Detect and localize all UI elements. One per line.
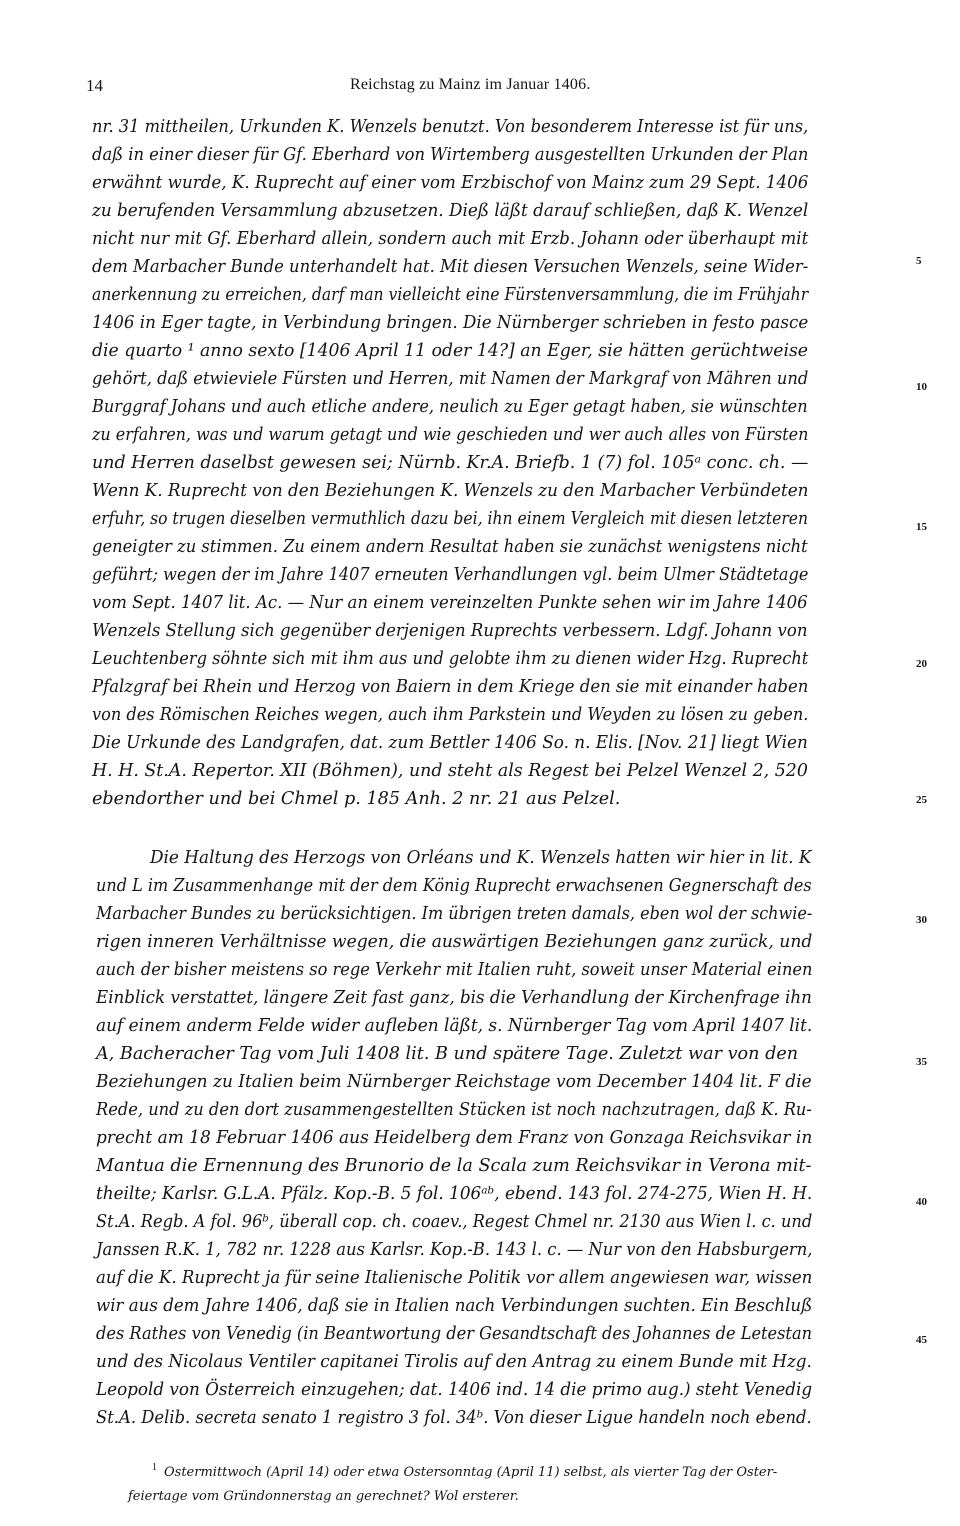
text-line: und Herren daselbst gewesen sei; Nürnb. Kr.A. Briefb. 1 (7) fol. 105ᵃ conc. ch. — — [92, 453, 809, 473]
line-number: 25 — [916, 794, 927, 806]
text-line: Pfalzgraf bei Rhein und Herzog von Baiern in dem Kriege den sie mit einander haben — [92, 677, 809, 697]
running-title: Reichstag zu Mainz im Januar 1406. — [350, 76, 591, 93]
footnote-mark: 1 — [152, 1462, 157, 1473]
text-line: ebendorther und bei Chmel p. 185 Anh. 2 nr. 21 aus Pelzel. — [92, 789, 621, 809]
text-line: erfuhr, so trugen dieselben vermuthlich dazu bei, ihn einem Vergleich mit diesen letzteren — [92, 509, 809, 529]
text-line: des Rathes von Venedig (in Beantwortung der Gesandtschaft des Johannes de Letestan — [96, 1324, 813, 1344]
text-line: gehört, daß etwieviele Fürsten und Herren, mit Namen der Markgraf von Mähren und — [92, 369, 809, 389]
text-line: nr. 31 mittheilen, Urkunden K. Wenzels benutzt. Von besonderem Interesse ist für uns, — [92, 117, 809, 137]
text-line: vom Sept. 1407 lit. Ac. — Nur an einem vereinzelten Punkte sehen wir im Jahre 1406 — [92, 593, 808, 613]
text-line: anerkennung zu erreichen, darf man vielleicht eine Fürstenversammlung, die im Frühjahr — [92, 285, 809, 305]
text-line: H. H. St.A. Repertor. XII (Böhmen), und steht als Regest bei Pelzel Wenzel 2, 520 — [92, 761, 808, 781]
text-line: dem Marbacher Bunde unterhandelt hat. Mit diesen Versuchen Wenzels, seine Wider- — [92, 257, 809, 277]
text-line: daß in einer dieser für Gf. Eberhard von Wirtemberg ausgestellten Urkunden der Plan — [92, 145, 809, 165]
text-line: Wenn K. Ruprecht von den Beziehungen K. Wenzels zu den Marbacher Verbündeten — [92, 481, 809, 501]
line-number: 30 — [916, 914, 927, 926]
text-line: Beziehungen zu Italien beim Nürnberger Reichstage vom December 1404 lit. F die — [96, 1072, 812, 1092]
text-line: Burggraf Johans und auch etliche andere, neulich zu Eger getagt haben, sie wünschten — [92, 397, 808, 417]
text-line: zu berufenden Versammlung abzusetzen. Dieß läßt darauf schließen, daß K. Wenzel — [92, 201, 809, 221]
text-line: auf die K. Ruprecht ja für seine Italienische Politik vor allem angewiesen war, wissen — [96, 1268, 813, 1288]
text-line: theilte; Karlsr. G.L.A. Pfälz. Kop.-B. 5 fol. 106ᵃᵇ, ebend. 143 fol. 274-275, Wien H. H. — [96, 1184, 813, 1204]
text-line: 1406 in Eger tagte, in Verbindung bringen. Die Nürnberger schrieben in festo pasce — [92, 313, 809, 333]
text-line: rigen inneren Verhältnisse wegen, die auswärtigen Beziehungen ganz zurück, und — [96, 932, 813, 952]
text-line: Janssen R.K. 1, 782 nr. 1228 aus Karlsr. Kop.-B. 143 l. c. — Nur von den Habsburgern, — [96, 1240, 813, 1260]
text-line: A, Bacheracher Tag vom Juli 1408 lit. B und spätere Tage. Zuletzt war von den — [96, 1044, 799, 1064]
footnote-line: Ostermittwoch (April 14) oder etwa Ostersonntag (April 11) selbst, als vierter Tag der Oster- — [164, 1465, 778, 1480]
line-number: 5 — [916, 255, 922, 267]
text-line: St.A. Delib. secreta senato 1 registro 3 fol. 34ᵇ. Von dieser Ligue handeln noch ebend. — [96, 1408, 812, 1428]
text-line: Leuchtenberg söhnte sich mit ihm aus und gelobte ihm zu dienen wider Hzg. Ruprecht — [92, 649, 809, 669]
text-line: Leopold von Österreich einzugehen; dat. 1406 ind. 14 die primo aug.) steht Venedig — [96, 1380, 813, 1400]
text-line: die quarto ¹ anno sexto [1406 April 11 oder 14?] an Eger, sie hätten gerüchtweise — [92, 341, 808, 361]
line-number: 20 — [916, 658, 927, 670]
text-line: geführt; wegen der im Jahre 1407 erneuten Verhandlungen vgl. beim Ulmer Städtetage — [92, 565, 809, 585]
text-line: nicht nur mit Gf. Eberhard allein, sondern auch mit Erzb. Johann oder überhaupt mit — [92, 229, 809, 249]
text-line: precht am 18 Februar 1406 aus Heidelberg dem Franz von Gonzaga Reichsvikar in — [96, 1128, 813, 1148]
text-line: auf einem anderm Felde wider aufleben läßt, s. Nürnberger Tag vom April 1407 lit. — [96, 1016, 813, 1036]
text-line: von des Römischen Reiches wegen, auch ihm Parkstein und Weyden zu lösen zu geben. — [92, 705, 809, 725]
line-number: 10 — [916, 381, 927, 393]
line-number: 40 — [916, 1196, 927, 1208]
text-line: und des Nicolaus Ventiler capitanei Tirolis auf den Antrag zu einem Bunde mit Hzg. — [96, 1352, 812, 1372]
text-line: St.A. Regb. A fol. 96ᵇ, überall cop. ch. coaev., Regest Chmel nr. 2130 aus Wien l. c. und — [96, 1212, 813, 1232]
text-line: Wenzels Stellung sich gegenüber derjenigen Ruprechts verbessern. Ldgf. Johann von — [92, 621, 808, 641]
text-line: Die Haltung des Herzogs von Orléans und K. Wenzels hatten wir hier in lit. K — [150, 848, 812, 868]
page-number: 14 — [86, 76, 103, 95]
text-line: geneigter zu stimmen. Zu einem andern Resultat haben sie zunächst wenigstens nicht — [92, 537, 808, 557]
line-number: 45 — [916, 1334, 927, 1346]
text-line: erwähnt wurde, K. Ruprecht auf einer vom Erzbischof von Mainz zum 29 Sept. 1406 — [92, 173, 809, 193]
footnote-line: feiertage vom Gründonnerstag an gerechnet? Wol ersterer. — [128, 1489, 519, 1504]
text-line: Rede, und zu den dort zusammengestellten Stücken ist noch nachzutragen, daß K. Ru- — [96, 1100, 812, 1120]
line-number: 35 — [916, 1056, 927, 1068]
text-line: auch der bisher meistens so rege Verkehr mit Italien ruht, soweit unser Material einen — [96, 960, 813, 980]
line-number: 15 — [916, 521, 927, 533]
text-line: zu erfahren, was und warum getagt und wie geschieden und wer auch alles von Fürsten — [92, 425, 809, 445]
text-line: Marbacher Bundes zu berücksichtigen. Im übrigen treten damals, eben wol der schwie- — [96, 904, 813, 924]
text-line: und L im Zusammenhange mit der dem König Ruprecht erwachsenen Gegnerschaft des — [96, 876, 812, 896]
text-line: Einblick verstattet, längere Zeit fast ganz, bis die Verhandlung der Kirchenfrage ihn — [96, 988, 812, 1008]
text-line: wir aus dem Jahre 1406, daß sie in Italien nach Verbindungen suchten. Ein Beschluß — [96, 1296, 813, 1316]
text-line: Die Urkunde des Landgrafen, dat. zum Bettler 1406 So. n. Elis. [Nov. 21] liegt Wien — [92, 733, 808, 753]
text-line: Mantua die Ernennung des Brunorio de la Scala zum Reichsvikar in Verona mit- — [96, 1156, 812, 1176]
